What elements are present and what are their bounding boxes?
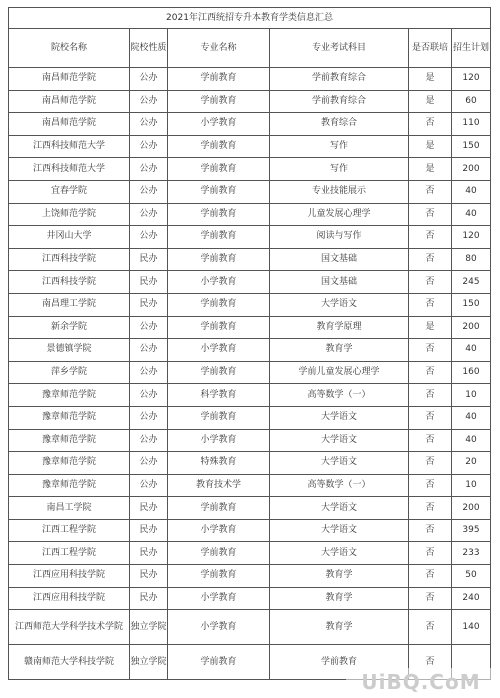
cell-joint: 否 — [409, 474, 452, 497]
cell-plan: 140 — [452, 610, 491, 645]
table-row — [9, 68, 491, 91]
table-row — [9, 384, 491, 407]
cell-school: 江西科技学院 — [9, 248, 130, 271]
cell-joint: 否 — [409, 339, 452, 362]
cell-subject: 教育学 — [270, 565, 409, 588]
cell-subject: 大学语文 — [270, 406, 409, 429]
cell-plan: 120 — [452, 68, 491, 91]
watermark-logo: UiBQ.CoM — [346, 668, 496, 696]
cell-type: 民办 — [130, 293, 168, 316]
cell-major: 小学教育 — [168, 271, 270, 294]
cell-major: 小学教育 — [168, 519, 270, 542]
cell-plan: 10 — [452, 384, 491, 407]
cell-type: 公办 — [130, 384, 168, 407]
cell-school: 赣南师范大学科技学院 — [9, 645, 130, 680]
header-joint: 是否联培 — [409, 29, 452, 68]
cell-school: 萍乡学院 — [9, 361, 130, 384]
table-title: 2021年江西统招专升本教育学类信息汇总 — [9, 8, 491, 29]
cell-subject: 写作 — [270, 158, 409, 181]
cell-type: 公办 — [130, 406, 168, 429]
cell-joint: 否 — [409, 226, 452, 249]
cell-major: 小学教育 — [168, 587, 270, 610]
table-row — [9, 248, 491, 271]
cell-subject: 教育综合 — [270, 113, 409, 136]
cell-major: 学前教育 — [168, 68, 270, 91]
cell-joint: 否 — [409, 180, 452, 203]
cell-joint: 否 — [409, 610, 452, 645]
cell-type: 民办 — [130, 248, 168, 271]
cell-major: 小学教育 — [168, 610, 270, 645]
cell-major: 学前教育 — [168, 248, 270, 271]
cell-major: 学前教育 — [168, 90, 270, 113]
header-school: 院校名称 — [9, 29, 130, 68]
table-row — [9, 497, 491, 520]
cell-joint: 否 — [409, 497, 452, 520]
header-major: 专业名称 — [168, 29, 270, 68]
cell-major: 学前教育 — [168, 135, 270, 158]
table-row — [9, 316, 491, 339]
cell-school: 豫章师范学院 — [9, 452, 130, 475]
cell-major: 小学教育 — [168, 113, 270, 136]
cell-school: 江西科技师范大学 — [9, 135, 130, 158]
table-row — [9, 180, 491, 203]
cell-school: 南昌工学院 — [9, 497, 130, 520]
cell-school: 江西工程学院 — [9, 542, 130, 565]
header-type: 院校性质 — [130, 29, 168, 68]
cell-subject: 大学语文 — [270, 452, 409, 475]
cell-major: 学前教育 — [168, 565, 270, 588]
cell-plan: 160 — [452, 361, 491, 384]
cell-subject: 国文基础 — [270, 271, 409, 294]
cell-type: 民办 — [130, 271, 168, 294]
table-row — [9, 519, 491, 542]
cell-type: 公办 — [130, 361, 168, 384]
cell-type: 独立学院 — [130, 645, 168, 680]
cell-major: 学前教育 — [168, 361, 270, 384]
cell-subject: 专业技能展示 — [270, 180, 409, 203]
cell-subject: 儿童发展心理学 — [270, 203, 409, 226]
cell-school: 景德镇学院 — [9, 339, 130, 362]
cell-plan: 233 — [452, 542, 491, 565]
table-row — [9, 339, 491, 362]
cell-plan: 40 — [452, 203, 491, 226]
cell-joint: 否 — [409, 271, 452, 294]
cell-type: 公办 — [130, 339, 168, 362]
cell-joint: 否 — [409, 645, 452, 680]
cell-subject: 国文基础 — [270, 248, 409, 271]
cell-major: 学前教育 — [168, 406, 270, 429]
table-row — [9, 203, 491, 226]
cell-major: 教育技术学 — [168, 474, 270, 497]
cell-plan: 40 — [452, 406, 491, 429]
cell-major: 学前教育 — [168, 293, 270, 316]
cell-subject: 学前教育综合 — [270, 90, 409, 113]
cell-joint: 否 — [409, 565, 452, 588]
cell-plan: 40 — [452, 339, 491, 362]
cell-subject: 高等数学（一） — [270, 384, 409, 407]
cell-type: 公办 — [130, 226, 168, 249]
cell-type: 公办 — [130, 474, 168, 497]
cell-major: 学前教育 — [168, 542, 270, 565]
cell-school: 豫章师范学院 — [9, 384, 130, 407]
cell-plan: 10 — [452, 474, 491, 497]
cell-plan: 245 — [452, 271, 491, 294]
cell-school: 上饶师范学院 — [9, 203, 130, 226]
cell-school: 南昌理工学院 — [9, 293, 130, 316]
cell-plan: 20 — [452, 452, 491, 475]
cell-school: 新余学院 — [9, 316, 130, 339]
cell-major: 学前教育 — [168, 316, 270, 339]
cell-major: 学前教育 — [168, 158, 270, 181]
cell-subject: 教育学原理 — [270, 316, 409, 339]
table-row — [9, 406, 491, 429]
cell-type: 民办 — [130, 519, 168, 542]
cell-school: 江西应用科技学院 — [9, 587, 130, 610]
cell-type: 公办 — [130, 68, 168, 91]
table-row — [9, 587, 491, 610]
cell-type: 公办 — [130, 429, 168, 452]
table-row — [9, 429, 491, 452]
header-plan: 招生计划 — [452, 29, 491, 68]
cell-type: 民办 — [130, 565, 168, 588]
cell-joint: 是 — [409, 90, 452, 113]
cell-plan: 40 — [452, 429, 491, 452]
cell-joint: 否 — [409, 384, 452, 407]
cell-subject: 大学语文 — [270, 497, 409, 520]
table-row — [9, 565, 491, 588]
cell-school: 江西科技学院 — [9, 271, 130, 294]
cell-major: 小学教育 — [168, 429, 270, 452]
cell-subject: 大学语文 — [270, 429, 409, 452]
cell-school: 井冈山大学 — [9, 226, 130, 249]
cell-major: 学前教育 — [168, 180, 270, 203]
cell-joint: 否 — [409, 203, 452, 226]
cell-plan: 50 — [452, 565, 491, 588]
cell-type: 公办 — [130, 135, 168, 158]
cell-joint: 否 — [409, 293, 452, 316]
cell-joint: 否 — [409, 406, 452, 429]
cell-subject: 教育学 — [270, 339, 409, 362]
cell-joint: 否 — [409, 519, 452, 542]
cell-major: 小学教育 — [168, 339, 270, 362]
cell-plan: 395 — [452, 519, 491, 542]
table-row — [9, 135, 491, 158]
table-row — [9, 452, 491, 475]
cell-joint: 是 — [409, 316, 452, 339]
cell-type: 公办 — [130, 203, 168, 226]
cell-subject: 阅读与写作 — [270, 226, 409, 249]
cell-school: 江西工程学院 — [9, 519, 130, 542]
cell-subject: 大学语文 — [270, 519, 409, 542]
cell-subject: 教育学 — [270, 587, 409, 610]
cell-joint: 否 — [409, 361, 452, 384]
table-row — [9, 293, 491, 316]
cell-major: 特殊教育 — [168, 452, 270, 475]
cell-subject: 高等数学（一） — [270, 474, 409, 497]
cell-plan: 80 — [452, 248, 491, 271]
cell-major: 学前教育 — [168, 203, 270, 226]
cell-plan: 110 — [452, 113, 491, 136]
cell-joint: 否 — [409, 587, 452, 610]
cell-joint: 否 — [409, 542, 452, 565]
cell-joint: 否 — [409, 429, 452, 452]
cell-plan: 120 — [452, 226, 491, 249]
cell-type: 公办 — [130, 316, 168, 339]
cell-subject: 教育学 — [270, 610, 409, 645]
table-row — [9, 90, 491, 113]
cell-type: 民办 — [130, 497, 168, 520]
header-row — [9, 29, 491, 68]
cell-major: 学前教育 — [168, 645, 270, 680]
cell-major: 学前教育 — [168, 497, 270, 520]
info-table — [8, 7, 491, 680]
cell-plan: 200 — [452, 158, 491, 181]
cell-school: 江西师范大学科学技术学院 — [9, 610, 130, 645]
cell-school: 豫章师范学院 — [9, 406, 130, 429]
cell-subject: 大学语文 — [270, 293, 409, 316]
cell-joint: 是 — [409, 68, 452, 91]
header-subject: 专业考试科目 — [270, 29, 409, 68]
cell-subject: 大学语文 — [270, 542, 409, 565]
cell-type: 公办 — [130, 90, 168, 113]
cell-subject: 写作 — [270, 135, 409, 158]
cell-subject: 学前教育 — [270, 645, 409, 680]
cell-major: 科学教育 — [168, 384, 270, 407]
cell-subject: 学前教育综合 — [270, 68, 409, 91]
cell-type: 公办 — [130, 180, 168, 203]
cell-plan: 150 — [452, 293, 491, 316]
table-row — [9, 361, 491, 384]
cell-joint: 否 — [409, 248, 452, 271]
cell-school: 豫章师范学院 — [9, 429, 130, 452]
cell-school: 江西科技师范大学 — [9, 158, 130, 181]
cell-type: 独立学院 — [130, 610, 168, 645]
table-row — [9, 610, 491, 645]
cell-joint: 是 — [409, 135, 452, 158]
cell-type: 公办 — [130, 452, 168, 475]
cell-plan: 60 — [452, 90, 491, 113]
cell-type: 民办 — [130, 587, 168, 610]
table-row — [9, 158, 491, 181]
cell-plan: 150 — [452, 135, 491, 158]
table-row — [9, 226, 491, 249]
cell-major: 学前教育 — [168, 226, 270, 249]
cell-school: 南昌师范学院 — [9, 90, 130, 113]
cell-joint: 否 — [409, 452, 452, 475]
cell-plan: 200 — [452, 316, 491, 339]
cell-subject: 学前儿童发展心理学 — [270, 361, 409, 384]
cell-type: 公办 — [130, 158, 168, 181]
cell-school: 南昌师范学院 — [9, 113, 130, 136]
table-row — [9, 542, 491, 565]
cell-school: 豫章师范学院 — [9, 474, 130, 497]
cell-plan: 240 — [452, 587, 491, 610]
table-row — [9, 474, 491, 497]
cell-joint: 否 — [409, 113, 452, 136]
table-row — [9, 113, 491, 136]
table-row — [9, 271, 491, 294]
cell-plan: 200 — [452, 497, 491, 520]
cell-school: 江西应用科技学院 — [9, 565, 130, 588]
cell-plan: 40 — [452, 180, 491, 203]
cell-type: 民办 — [130, 542, 168, 565]
cell-school: 宜春学院 — [9, 180, 130, 203]
cell-school: 南昌师范学院 — [9, 68, 130, 91]
cell-type: 公办 — [130, 113, 168, 136]
cell-joint: 是 — [409, 158, 452, 181]
